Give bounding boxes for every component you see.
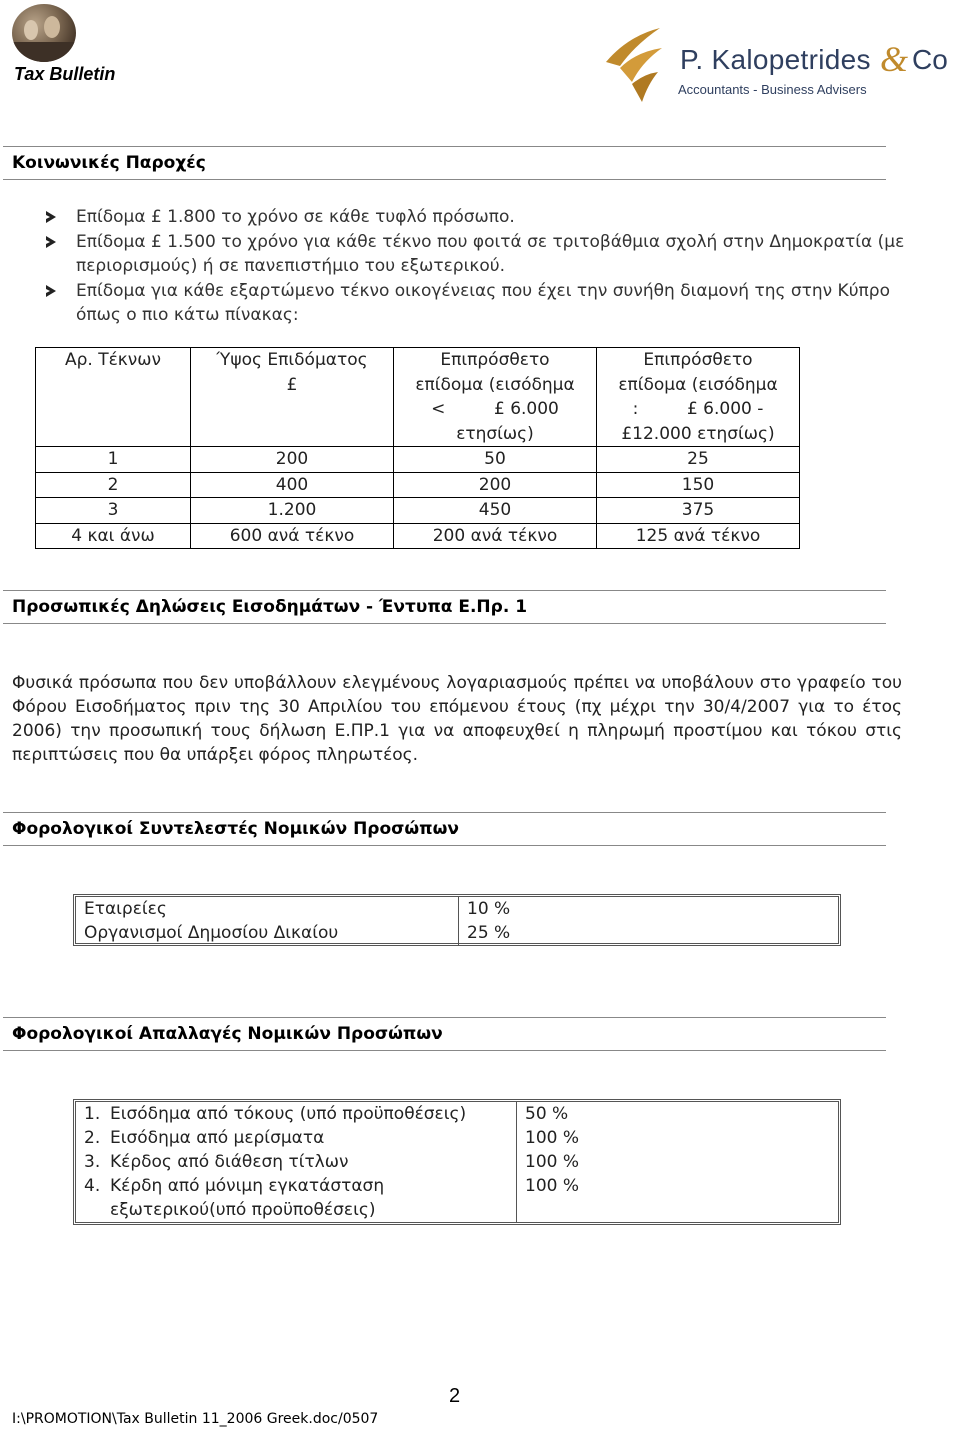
benefits-bullet-list [46, 205, 906, 328]
list-item: 3. Κέρδος από διάθεση τίτλων [84, 1152, 349, 1172]
list-item: 2. Εισόδημα από μερίσματα [84, 1128, 325, 1148]
section-heading-social-benefits: Κοινωνικές Παροχές [3, 146, 886, 180]
table-row: 1 200 50 25 [36, 447, 800, 473]
personal-returns-paragraph: Φυσικά πρόσωπα που δεν υποβάλλουν ελεγμένους λογαριασμούς πρέπει να υποβάλουν στο γραφείο του Φόρου Εισοδήματος πριν της 30 Απριλίου του επόμενου έτους (πχ μέχρι την 30/4/2007 για το έτος 2006) την προσωπική τους δήλωση Ε.ΠΡ.1 για να αποφευχθεί η πληρωμή προστίμου και τόκου στις περιπτώσεις που θα υπάρξει φόρος πληρωτέος. [12, 673, 902, 765]
table-header-row [36, 348, 800, 447]
company-tagline: Accountants - Business Advisers [678, 82, 867, 97]
section-heading-personal-returns: Προσωπικές Δηλώσεις Εισοδημάτων - Έντυπα Ε.Πρ. 1 [3, 590, 886, 624]
list-item: Επίδομα £ 1.800 το χρόνο σε κάθε τυφλό πρόσωπο. [46, 205, 906, 230]
header-cell-extra-mid: Επιπρόσθετο επίδομα (εισόδημα : £ 6.000 - £12.000 ετησίως) [597, 348, 800, 447]
arrow-bullet-icon [46, 236, 56, 248]
arrow-bullet-icon [46, 211, 56, 223]
header-cell-amount: Ύψος Επιδόματος £ [191, 348, 394, 447]
section-heading-corporate-rates: Φορολογικοί Συντελεστές Νομικών Προσώπων [3, 812, 886, 846]
list-item: 4. Κέρδη από μόνιμη εγκατάσταση εξωτερικού(υπό προϋποθέσεις) [84, 1176, 385, 1220]
table-row: Εταιρείες Οργανισμοί Δημοσίου Δικαίου 10 % 25 % [76, 897, 838, 945]
bulletin-title: Tax Bulletin [14, 64, 116, 84]
list-item: Επίδομα για κάθε εξαρτώμενο τέκνο οικογένειας που έχει την συνήθη διαμονή της στην Κύπρο όπως ο πιο κάτω πίνακας: [46, 279, 906, 328]
table-row: 1. Εισόδημα από τόκους (υπό προϋποθέσεις) 2. Εισόδημα από μερίσματα 3. Κέρδος από διάθεση τίτλων 4. Κέρδη από μόνιμη εγκατάσταση εξωτερικού(υπό προϋποθέσεις) 50 % 100 % 100 % 100 % [76, 1102, 838, 1222]
corporate-exemptions-table [73, 1099, 841, 1225]
table-row: 2 400 200 150 [36, 472, 800, 498]
arrow-bullet-icon [46, 285, 56, 297]
child-benefit-table [35, 347, 800, 549]
file-path: I:\PROMOTION\Tax Bulletin 11_2006 Greek.doc/0507 [12, 1411, 379, 1427]
company-name: P. Kalopetrides [680, 44, 871, 75]
list-item: 1. Εισόδημα από τόκους (υπό προϋποθέσεις) [84, 1104, 467, 1124]
table-row: 4 και άνω 600 ανά τέκνο 200 ανά τέκνο 125 ανά τέκνο [36, 523, 800, 549]
company-logo-mark [598, 22, 672, 110]
header-cell-children: Αρ. Τέκνων [36, 348, 191, 447]
table-row: 3 1.200 450 375 [36, 498, 800, 524]
company-co: Co [912, 44, 948, 75]
header-cell-extra-low: Επιπρόσθετο επίδομα (εισόδημα < £ 6.000 ετησίως) [394, 348, 597, 447]
list-item: Επίδομα £ 1.500 το χρόνο για κάθε τέκνο που φοιτά σε τριτοβάθμια σχολή στην Δημοκρατία (με περιορισμούς) ή σε πανεπιστήμιο του εξωτερικού. [46, 230, 906, 279]
page-number: 2 [449, 1385, 461, 1407]
header-photo [12, 4, 76, 62]
corporate-rates-table [73, 894, 841, 946]
company-ampersand: & [880, 39, 909, 79]
section-heading-corporate-exemptions: Φορολογικοί Απαλλαγές Νομικών Προσώπων [3, 1017, 886, 1051]
